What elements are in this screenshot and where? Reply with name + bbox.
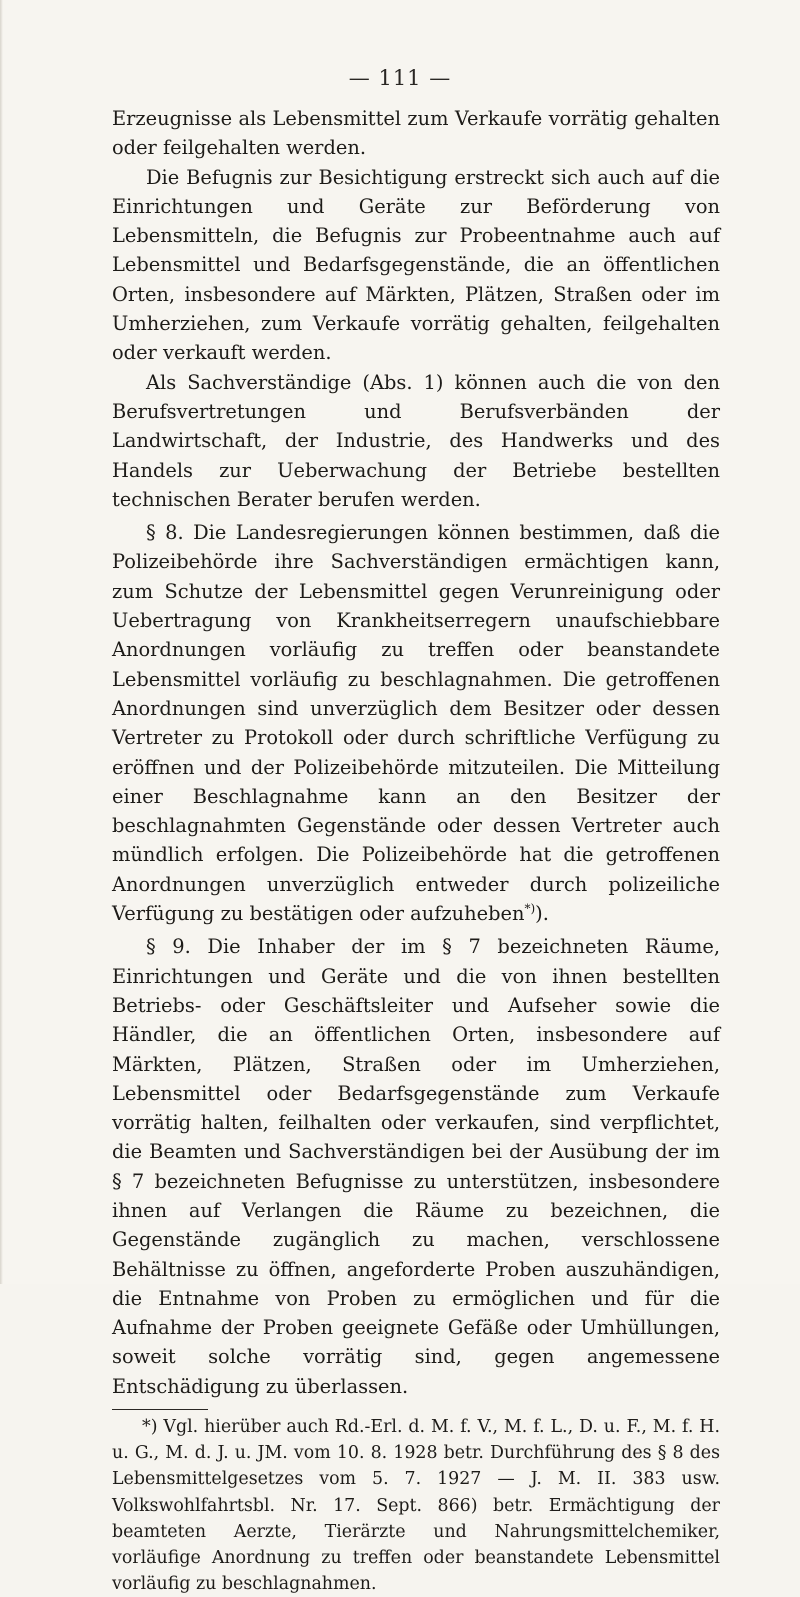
main-text (112, 104, 720, 1597)
paragraph-sachverstaendige: Als Sachverständige (Abs. 1) können auch die von den Berufsvertretungen und Berufsverbänden der Landwirtschaft, der Industrie, des Handwerks und des Handels zur Ueberwachung der Betriebe bestellten technischen Berater berufen werden. (112, 370, 720, 511)
footnote-reference[interactable]: *) (524, 901, 536, 916)
paragraph-continuation: Erzeugnisse als Lebensmittel zum Verkaufe vorrätig gehalten oder feilgehalten werden. (112, 107, 720, 160)
paragraph-section-8 (112, 518, 720, 928)
page-number: — 111 — (348, 66, 452, 90)
section-8-text: § 8. Die Landesregierungen können bestimmen, daß die Polizeibehörde ihre Sachverständigen ermächtigen kann, zum Schutze der Lebensmittel gegen Verunreinigung oder Uebertragung von Krankheitserregern unaufschiebbare Anordnungen vorläufig zu treffen oder beanstandete Lebensmittel vorläufig zu beschlagnahmen. Die getroffenen Anordnungen sind unverzüglich dem Besitzer oder dessen Vertreter zu Protokoll oder durch schriftliche Verfügung zu eröffnen und der Polizeibehörde mitzuteilen. Die Mitteilung einer Beschlagnahme kann an den Besitzer der beschlagnahmten Gegenstände oder dessen Vertreter auch mündlich erfolgen. Die Polizeibehörde hat die getroffenen Anordnungen unverzüglich entweder durch polizeiliche Verfügung zu bestätigen oder aufzuheben (112, 521, 720, 926)
page-edge-shadow (0, 0, 3, 1284)
paragraph-section-9: § 9. Die Inhaber der im § 7 bezeichneten Räume, Einrichtungen und Geräte und die von ihnen bestellten Betriebs- oder Geschäftsleiter und Aufseher sowie die Händler, die an öffentlichen Orten, insbesondere auf Märkten, Plätzen, Straßen oder im Umherziehen, Lebensmittel oder Bedarfsgegenstände zum Verkaufe vorrätig halten, feilhalten oder verkaufen, sind verpflichtet, die Beamten und Sachverständigen bei der Ausübung der im § 7 bezeichneten Befugnisse zu unterstützen, insbesondere ihnen auf Verlangen die Räume zu bezeichnen, die Gegenstände zugänglich zu machen, verschlossene Behältnisse zu öffnen, angeforderte Proben auszuhändigen, die Entnahme von Proben zu ermöglichen und für die Aufnahme der Proben geeignete Gefäße oder Umhüllungen, soweit solche vorrätig sind, gegen angemessene Entschädigung zu überlassen. (112, 935, 720, 1398)
section-8-end: ). (535, 902, 549, 926)
paragraph-befugnis: Die Befugnis zur Besichtigung erstreckt sich auch auf die Einrichtungen und Geräte zur Beförderung von Lebensmitteln, die Befugnis zur Probeentnahme auch auf Lebensmittel und Bedarfsgegenstände, die an öffentlichen Orten, insbesondere auf Märkten, Plätzen, Straßen oder im Umherziehen, zum Verkaufe vorrätig gehalten, feilgehalten oder verkauft werden. (112, 165, 720, 365)
footnote-divider (112, 1409, 208, 1410)
footnote: *) Vgl. hierüber auch Rd.-Erl. d. M. f. V., M. f. L., D. u. F., M. f. H. u. G., M. d. J. u. JM. vom 10. 8. 1928 betr. Durchführung des § 8 des Lebensmittelgesetzes vom 5. 7. 1927 — J. M. II. 383 usw. Volkswohlfahrtsbl. Nr. 17. Sept. 866) betr. Ermächtigung der beamteten Aerzte, Tierärzte und Nahrungsmittelchemiker, vorläufige Anordnung zu treffen oder beanstandete Lebensmittel vorläufig zu beschlagnahmen. (112, 1417, 720, 1595)
